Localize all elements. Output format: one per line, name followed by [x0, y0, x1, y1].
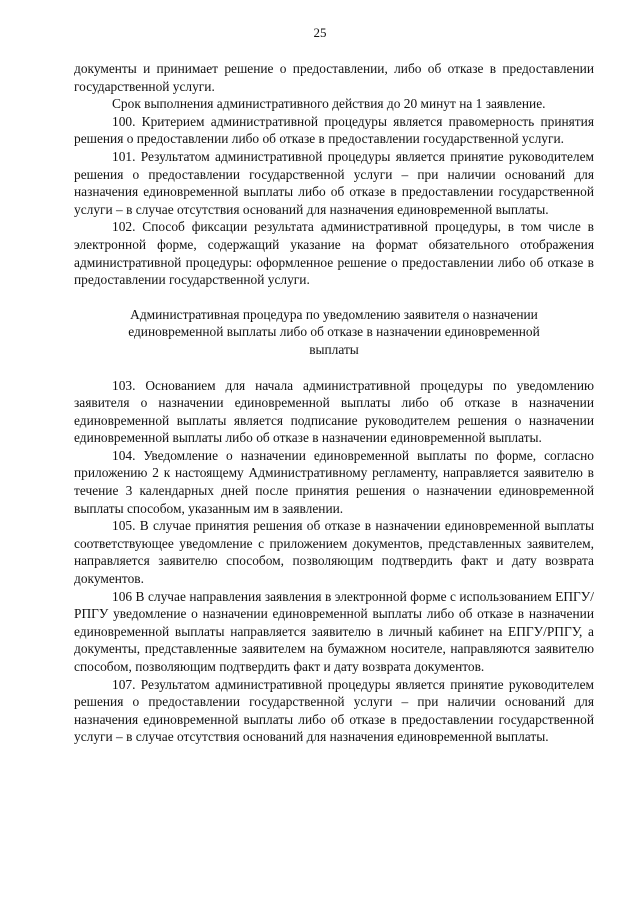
section-heading-line: единовременной выплаты либо об отказе в назначении единовременной	[128, 324, 540, 340]
paragraph-107: 107. Результатом административной процедуры является принятие руководителем решения о предоставлении государственной услуги – при наличии оснований для назначения единовременной выплаты либо об отказе в предоставлении государственной услуги – в случае отсутствия оснований для назначения единовременной выплаты.	[74, 676, 594, 745]
paragraph-103: 103. Основанием для начала административной процедуры по уведомлению заявителя о назначении единовременной выплаты либо об отказе в назначении единовременной выплаты является подписание руководителем решения о назначении единовременной выплаты либо об отказе в назначении единовременной выплаты.	[74, 377, 594, 446]
page-number: 25	[313, 25, 327, 40]
paragraph-105: 105. В случае принятия решения об отказе в назначении единовременной выплаты соответствующее уведомление с приложением документов, представленных заявителем, направляется заявителю способом, позволяющим подтвердить факт и дату возврата документов.	[74, 518, 594, 587]
section-heading-line: Административная процедура по уведомлению заявителя о назначении	[130, 306, 538, 322]
paragraph-102: 102. Способ фиксации результата административной процедуры, в том числе в электронной форме, содержащий указание на формат обязательного отображения административной процедуры: оформленное решение о предоставлении либо об отказе в предоставлении государственной услуги.	[74, 219, 594, 288]
document-body	[74, 60, 594, 746]
section-heading	[74, 306, 594, 359]
paragraph-106: 106 В случае направления заявления в электронной форме с использованием ЕПГУ/РПГУ уведомление о назначении единовременной выплаты либо об отказе в назначении единовременной выплаты направляется заявителю в личный кабинет на ЕПГУ/РПГУ, а документы, представленные заявителем на бумажном носителе, направляются заявителю способом, позволяющим подтвердить факт и дату возврата документов.	[74, 588, 594, 674]
paragraph-time-limit: Срок выполнения административного действия до 20 минут на 1 заявление.	[112, 96, 546, 112]
paragraph-104: 104. Уведомление о назначении единовременной выплаты по форме, согласно приложению 2 к настоящему Административному регламенту, направляется заявителю в течение 3 календарных дней после принятия решения о назначении единовременной выплаты способом, указанным им в заявлении.	[74, 447, 594, 516]
paragraph-101: 101. Результатом административной процедуры является принятие руководителем решения о предоставлении государственной услуги – при наличии оснований для назначения единовременной выплаты либо об отказе в предоставлении государственной услуги – в случае отсутствия оснований для назначения единовременной выплаты.	[74, 148, 594, 217]
paragraph-continuation: документы и принимает решение о предоставлении, либо об отказе в предоставлении государственной услуги.	[74, 61, 594, 94]
section-heading-line: выплаты	[309, 341, 359, 357]
paragraph-100: 100. Критерием административной процедуры является правомерность принятия решения о предоставлении либо об отказе в предоставлении государственной услуги.	[74, 113, 594, 147]
